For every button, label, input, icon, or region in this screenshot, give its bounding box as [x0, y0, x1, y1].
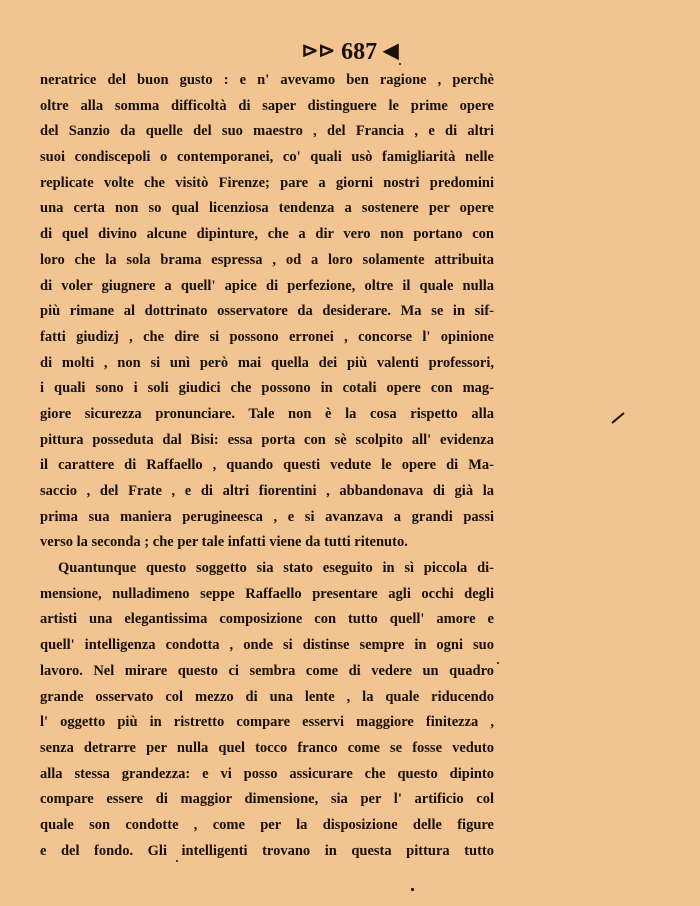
text-line: di voler giugnere a quell' apice di perfezione, oltre il quale nulla	[40, 277, 494, 294]
scan-mark	[611, 412, 625, 424]
text-line: prima sua maniera perugineesca , e si avanzava a grandi passi	[40, 508, 494, 525]
text-line: loro che la sola brama espressa , od a loro solamente attribuita	[40, 251, 494, 268]
text-line: lavoro. Nel mirare questo ci sembra come di vedere un quadro	[40, 662, 494, 679]
text-line: suoi condiscepoli o contemporanei, co' quali usò famigliarità nelle	[40, 149, 494, 166]
text-line: i quali sono i soli giudici che possono in cotali opere con mag-	[40, 380, 494, 397]
text-line: di molti , non si unì però mai quella dei più valenti professori,	[40, 354, 494, 371]
text-line: artisti una elegantissima composizione con tutto quell' amore e	[40, 611, 494, 628]
text-line: pittura posseduta dal Bisi: essa porta con sè scolpito all' evidenza	[40, 431, 494, 448]
scan-speck	[399, 63, 401, 65]
paragraph-end-line: verso la seconda ; che per tale infatti viene da tutti ritenuto.	[40, 534, 408, 551]
scan-speck	[497, 662, 499, 664]
page-number: 687	[341, 39, 378, 65]
text-line: saccio , del Frate , e di altri fiorentini , abbandonava di già la	[40, 483, 494, 499]
text-line: senza detrarre per nulla quel tocco franco come se fosse veduto	[40, 739, 494, 756]
text-line: grande osservato col mezzo di una lente , la quale riducendo	[40, 688, 494, 705]
text-line: quale son condotte , come per la disposizione delle figure	[40, 816, 494, 833]
text-line: giore sicurezza pronunciare. Tale non è la cosa rispetto alla	[40, 405, 494, 422]
text-line: l' oggetto più in ristretto compare esservi maggiore finitezza ,	[40, 714, 494, 731]
text-line: fatti giudizj , che dire si possono erronei , concorse l' opinione	[40, 328, 494, 345]
body-text	[40, 68, 494, 864]
text-line: quell' intelligenza condotta , onde si distinse sempre in ogni suo	[40, 637, 494, 654]
text-line: il carattere di Raffaello , quando questi vedute le opere di Ma-	[40, 457, 494, 474]
text-line: alla stessa grandezza: e vi posso assicurare che questo dipinto	[40, 765, 494, 782]
left-ornament: ⊳⊳	[301, 40, 336, 62]
paragraph-start-line: Quantunque questo soggetto sia stato eseguito in sì piccola di-	[58, 560, 494, 577]
text-line: compare essere di maggior dimensione, sia per l' artificio col	[40, 791, 494, 808]
text-line: oltre alla somma difficoltà di saper distinguere le prime opere	[40, 97, 494, 114]
scan-speck	[411, 888, 414, 891]
text-line: una certa non so qual licenziosa tendenza a sostenere per opere	[40, 200, 494, 217]
text-line: di quel divino alcune dipinture, che a dir vero non portano con	[40, 226, 494, 243]
page-header	[0, 38, 700, 68]
right-ornament: ◀	[383, 40, 399, 62]
text-line: più rimane al dottrinato osservatore da desiderare. Ma se in sif-	[40, 303, 494, 320]
scan-speck	[176, 860, 178, 862]
text-line: mensione, nulladimeno seppe Raffaello presentare agli occhi degli	[40, 585, 494, 602]
text-line: del Sanzio da quelle del suo maestro , del Francia , e di altri	[40, 123, 494, 140]
text-line: replicate volte che visitò Firenze; pare a giorni nostri predomini	[40, 174, 494, 191]
text-line: e del fondo. Gli intelligenti trovano in questa pittura tutto	[40, 842, 494, 859]
text-line: neratrice del buon gusto : e n' avevamo ben ragione , perchè	[40, 72, 494, 88]
